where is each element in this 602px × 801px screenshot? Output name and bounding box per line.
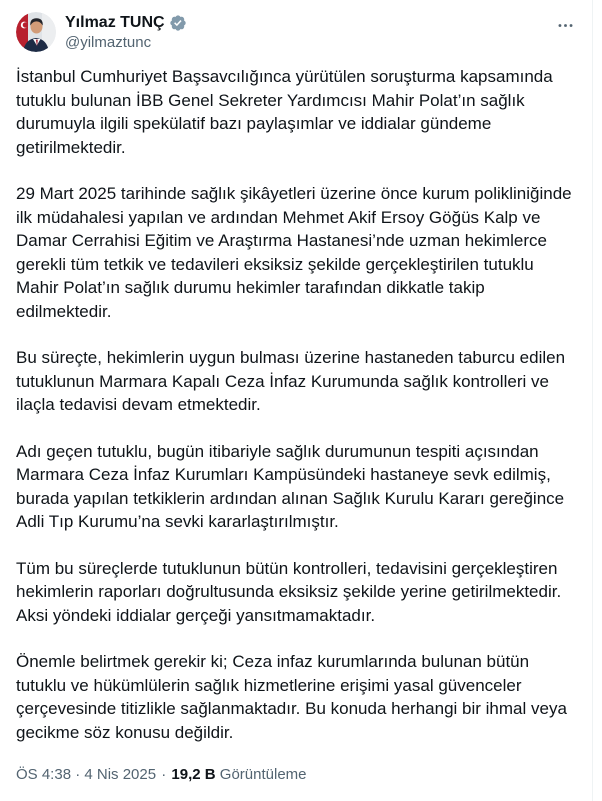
tweet-paragraph: 29 Mart 2025 tarihinde sağlık şikâyetleri üzerine önce kurum polikliniğinde ilk müdahalesi yapılan ve ardından Mehmet Akif Ersoy Göğüs Kalp ve Damar Cerrahisi Eğitim ve Araştırma Hastanesi’nde uzman hekimlerce gerekli tüm tetkik ve tedavileri eksiksiz şekilde gerçekleştirilen tutuklu Mahir Polat’ın sağlık durumu hekimler tarafından dikkatle takip edilmektedir.: [16, 184, 572, 321]
user-handle[interactable]: @yilmaztunc: [65, 34, 152, 51]
tweet-paragraph: İstanbul Cumhuriyet Başsavcılığınca yürütülen soruşturma kapsamında tutuklu bulunan İBB Genel Sekreter Yardımcısı Mahir Polat’ın sağlık durumuyla ilgili spekülatif bazı paylaşımlar ve iddialar gündeme getirilmektedir.: [16, 67, 553, 157]
more-button[interactable]: [554, 14, 576, 36]
views-label: Görüntüleme: [219, 766, 307, 783]
tweet-meta: [16, 765, 576, 785]
tweet-header: [16, 12, 576, 53]
timestamp: ÖS 4:38 · 4 Nis 2025: [16, 766, 157, 783]
tweet-paragraph: Tüm bu süreçlerde tutuklunun bütün kontrolleri, tedavisini gerçekleştiren hekimlerin raporları doğrultusunda eksiksiz şekilde yerine getirilmektedir. Aksi yöndeki iddialar gerçeği yansıtmamaktadır.: [16, 558, 562, 625]
avatar[interactable]: [16, 12, 56, 52]
tweet-text: [16, 65, 576, 744]
avatar-photo: [16, 12, 56, 52]
more-icon: [556, 16, 575, 35]
display-name: Yılmaz TUNÇ: [65, 14, 165, 31]
views-count: 19,2 B: [171, 766, 216, 783]
verified-badge-icon[interactable]: [169, 14, 187, 32]
dot-separator: ·: [161, 766, 167, 783]
display-name-row[interactable]: [65, 12, 187, 33]
tweet-paragraph: Önemle belirtmek gerekir ki; Ceza infaz kurumlarında bulunan bütün tutuklu ve hükümlülerin sağlık hizmetlerine erişimi yasal güvenceler çerçevesinde titizlikle sağlanmaktadır. Bu konuda herhangi bir ihmal veya gecikme söz konusu değildir.: [16, 652, 567, 742]
user-info: [65, 12, 187, 53]
tweet-paragraph: Bu süreçte, hekimlerin uygun bulması üzerine hastaneden taburcu edilen tutuklunun Marmara Kapalı Ceza İnfaz Kurumunda sağlık kontrolleri ve ilaçla tedavisi devam etmektedir.: [16, 348, 566, 414]
tweet-paragraph: Adı geçen tutuklu, bugün itibariyle sağlık durumunun tespiti açısından Marmara Ceza İnfaz Kurumları Kampüsündeki hastaneye sevk edilmiş, burada yapılan tetkiklerin ardından alınan Sağlık Kurulu Kararı gereğince Adli Tıp Kurumu’na sevki kararlaştırılmıştır.: [16, 441, 565, 531]
